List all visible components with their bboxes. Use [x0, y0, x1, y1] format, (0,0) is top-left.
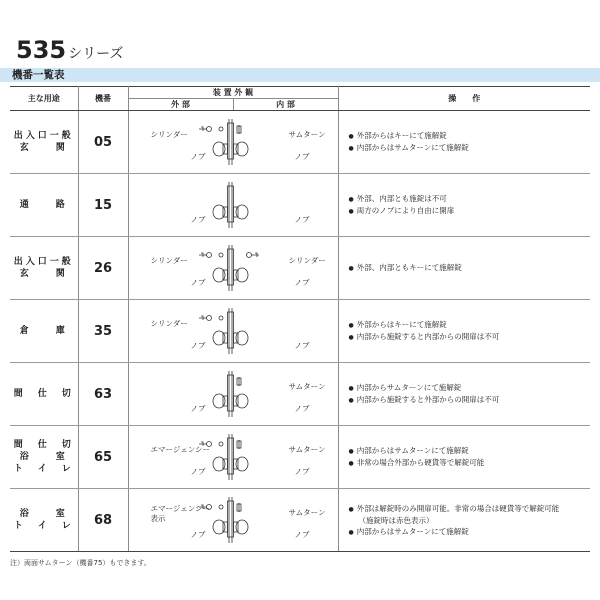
- bullet-icon: ●: [348, 334, 354, 341]
- bullet-icon: ●: [348, 196, 354, 203]
- lockset: [197, 174, 257, 236]
- operation-text: 内部からサムターンにて施解錠: [356, 383, 462, 392]
- section-title: 機番一覧表: [12, 69, 65, 81]
- cell-model-number: 15: [78, 174, 128, 237]
- header-inside: 内 部: [233, 99, 338, 111]
- use-line: 玄 関: [19, 143, 68, 153]
- operation-item: [349, 205, 591, 217]
- use-line: 浴 室: [19, 452, 68, 462]
- bullet-icon: ●: [348, 208, 354, 215]
- cell-operation: [338, 426, 590, 489]
- cell-appearance: [128, 363, 338, 426]
- section-bar: [0, 68, 600, 82]
- bullet-icon: ●: [348, 385, 354, 392]
- outside-top-label-2: 表示: [150, 514, 166, 523]
- inside-top-label: サムターン: [288, 130, 326, 139]
- cell-use: [10, 237, 78, 300]
- cell-operation: [338, 174, 590, 237]
- cell-appearance: [128, 237, 338, 300]
- use-line: 浴 室: [19, 509, 68, 519]
- page-title: [16, 36, 123, 66]
- cell-use: [10, 300, 78, 363]
- operation-text: 内部からはサムターンにて施解錠: [356, 526, 469, 536]
- inside-top-label: シリンダー: [288, 256, 326, 265]
- cell-model-number: 35: [78, 300, 128, 363]
- lockset: [197, 111, 257, 173]
- lockset: [197, 300, 257, 362]
- cell-model-number: 26: [78, 237, 128, 300]
- cell-appearance: [128, 489, 338, 552]
- outside-top-label: シリンダー: [150, 319, 188, 328]
- header-outside: 外 部: [128, 99, 233, 111]
- operation-item: [349, 382, 591, 394]
- lockset: [197, 363, 257, 425]
- header-use: 主な用途: [10, 87, 78, 111]
- operation-text: 外部からはキーにて施解錠: [356, 131, 447, 140]
- operation-item: [349, 262, 591, 274]
- cell-model-number: 05: [78, 111, 128, 174]
- appearance-area: [129, 489, 338, 551]
- use-line: 出入口一般: [13, 131, 74, 141]
- bullet-icon: ●: [348, 505, 354, 513]
- appearance-area: [129, 111, 338, 173]
- series-number: 535: [16, 36, 67, 64]
- table-row: [10, 174, 590, 237]
- bullet-icon: ●: [348, 322, 354, 329]
- appearance-area: [129, 237, 338, 299]
- lockset: [197, 489, 257, 551]
- operation-item: [349, 142, 591, 154]
- bullet-icon: ●: [348, 145, 354, 152]
- cell-model-number: 65: [78, 426, 128, 489]
- table-row: [10, 489, 590, 552]
- use-line: 通 路: [19, 200, 68, 210]
- operation-text: 外部からはキーにて施解錠: [356, 320, 447, 329]
- outside-knob-label: ノブ: [190, 404, 206, 413]
- outside-top-label: シリンダー: [150, 256, 188, 265]
- cell-operation: [338, 489, 590, 552]
- lockset-illustration: [197, 426, 261, 486]
- outside-knob-label: ノブ: [190, 467, 206, 476]
- cell-use: [10, 489, 78, 552]
- footnote: 注）両面サムターン（機番75）もできます。: [10, 559, 151, 567]
- lockset: [197, 426, 257, 488]
- inside-top-label: サムターン: [288, 508, 326, 517]
- operation-item: [349, 394, 591, 406]
- operation-text: 内部からはサムターンにて施解錠: [356, 446, 469, 455]
- cell-model-number: 68: [78, 489, 128, 552]
- appearance-area: [129, 174, 338, 236]
- use-line: 出入口一般: [13, 257, 74, 267]
- lockset-illustration: [197, 111, 261, 171]
- operation-text: 両方のノブにより自由に開扉: [356, 206, 455, 215]
- operation-text: 内部からはサムターンにて施解錠: [356, 143, 469, 152]
- table-row: [10, 300, 590, 363]
- operation-item: [349, 331, 591, 343]
- operation-item: [349, 130, 591, 142]
- use-line: 間 仕 切: [13, 440, 74, 450]
- inside-knob-label: ノブ: [294, 404, 310, 413]
- use-line: 玄 関: [19, 269, 68, 279]
- cell-appearance: [128, 300, 338, 363]
- outside-top-label: エマージェンシー: [150, 504, 211, 513]
- outside-knob-label: ノブ: [190, 215, 206, 224]
- table-row: [10, 111, 590, 174]
- outside-top-label: シリンダー: [150, 130, 188, 139]
- model-table: [10, 86, 590, 552]
- header-row-top: [10, 87, 590, 99]
- lockset-illustration: [197, 300, 261, 360]
- cell-operation: [338, 111, 590, 174]
- bullet-icon: ●: [348, 460, 354, 467]
- inside-knob-label: ノブ: [294, 530, 310, 539]
- bullet-icon: ●: [348, 397, 354, 404]
- operation-item: [349, 457, 591, 469]
- lockset-illustration: [197, 489, 261, 549]
- inside-knob-label: ノブ: [294, 215, 310, 224]
- inside-top-label: サムターン: [288, 445, 326, 454]
- lockset-illustration: [197, 174, 261, 234]
- outside-knob-label: ノブ: [190, 530, 206, 539]
- cell-appearance: [128, 111, 338, 174]
- cell-use: [10, 426, 78, 489]
- table-row: [10, 426, 590, 489]
- bullet-icon: ●: [348, 133, 354, 140]
- header-number: 機番: [78, 87, 128, 111]
- lockset-illustration: [197, 237, 261, 297]
- appearance-area: [129, 363, 338, 425]
- operation-subnote: （施錠時は赤色表示）: [358, 515, 434, 525]
- lockset: [197, 237, 257, 299]
- cell-operation: [338, 237, 590, 300]
- outside-knob-label: ノブ: [190, 278, 206, 287]
- operation-text: 非常の場合外部から硬貨等で解錠可能: [356, 458, 485, 467]
- outside-knob-label: ノブ: [190, 341, 206, 350]
- header-appearance: 装 置 外 観: [128, 87, 338, 99]
- operation-item: [349, 445, 591, 457]
- cell-operation: [338, 300, 590, 363]
- operation-text: 内部から施錠すると外部からの開扉は不可: [356, 395, 500, 404]
- cell-use: [10, 363, 78, 426]
- appearance-area: [129, 426, 338, 488]
- operation-text: 内部から施錠すると内部からの開扉は不可: [356, 332, 500, 341]
- inside-knob-label: ノブ: [294, 278, 310, 287]
- use-line: 間 仕 切: [13, 389, 74, 399]
- cell-operation: [338, 363, 590, 426]
- use-line: 倉 庫: [19, 326, 68, 336]
- header-operation: 操 作: [338, 87, 590, 111]
- outside-knob-label: ノブ: [190, 152, 206, 161]
- inside-knob-label: ノブ: [294, 341, 310, 350]
- inside-knob-label: ノブ: [294, 152, 310, 161]
- cell-use: [10, 111, 78, 174]
- operation-item: [349, 193, 591, 205]
- operation-item: [349, 319, 591, 331]
- inside-top-label: サムターン: [288, 382, 326, 391]
- series-suffix: シリーズ: [68, 46, 124, 62]
- cell-model-number: 63: [78, 363, 128, 426]
- bullet-icon: ●: [348, 265, 354, 272]
- outside-top-label: エマージェンシー: [150, 445, 211, 454]
- operation-text: 外部は解錠時のみ開扉可能。非常の場合は硬貨等で解錠可能: [356, 503, 560, 513]
- bullet-icon: ●: [348, 528, 354, 536]
- cell-use: [10, 174, 78, 237]
- table-row: [10, 237, 590, 300]
- appearance-area: [129, 300, 338, 362]
- table-row: [10, 363, 590, 426]
- operation-text: 外部、内部ともキーにて施解錠: [356, 263, 462, 272]
- operation-item: [349, 526, 591, 538]
- cell-appearance: [128, 174, 338, 237]
- bullet-icon: ●: [348, 448, 354, 455]
- use-line: ト イ レ: [13, 521, 74, 531]
- operation-text: 外部、内部とも施錠は不可: [356, 194, 447, 203]
- inside-knob-label: ノブ: [294, 467, 310, 476]
- use-line: ト イ レ: [13, 464, 74, 474]
- operation-item: [349, 503, 591, 515]
- cell-appearance: [128, 426, 338, 489]
- lockset-illustration: [197, 363, 261, 423]
